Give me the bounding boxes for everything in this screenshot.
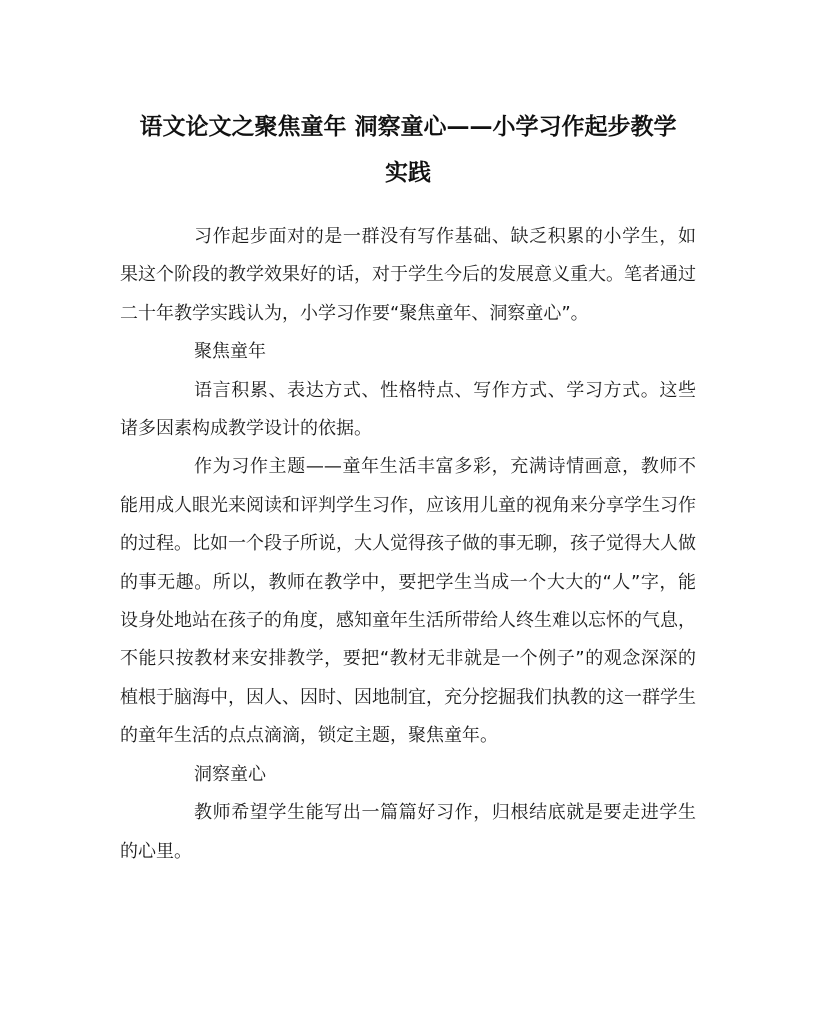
paragraph-theme: 作为习作主题——童年生活丰富多彩，充满诗情画意，教师不能用成人眼光来阅读和评判学生习作，应该用儿童的视角来分享学生习作的过程。比如一个段子所说，大人觉得孩子做的事无聊，孩子觉得大人做的事无趣。所以，教师在教学中，要把学生当成一个大大的“人”字，能设身处地站在孩子的角度，感知童年生活所带给人终生难以忘怀的气息，不能只按教材来安排教学，要把“教材无非就是一个例子”的观念深深的植根于脑海中，因人、因时、因地制宜，充分挖掘我们执教的这一群学生的童年生活的点点滴滴，锁定主题，聚焦童年。 (120, 456, 696, 747)
title-line-1: 语文论文之聚焦童年 洞察童心——小学习作起步教学 (139, 113, 677, 140)
document-body (120, 218, 696, 871)
section-heading-focus-childhood: 聚焦童年 (194, 341, 266, 363)
title-line-2: 实践 (385, 159, 431, 186)
paragraph-factors: 语言积累、表达方式、性格特点、写作方式、学习方式。这些诸多因素构成教学设计的依据。 (120, 379, 696, 440)
document-title (110, 104, 706, 196)
paragraph-closing: 教师希望学生能写出一篇篇好习作，归根结底就是要走进学生的心里。 (120, 802, 696, 862)
section-heading-insight-heart: 洞察童心 (194, 763, 266, 785)
paragraph-intro: 习作起步面对的是一群没有写作基础、缺乏积累的小学生，如果这个阶段的教学效果好的话，对于学生今后的发展意义重大。笔者通过二十年教学实践认为，小学习作要“聚焦童年、洞察童心”。 (120, 226, 696, 324)
